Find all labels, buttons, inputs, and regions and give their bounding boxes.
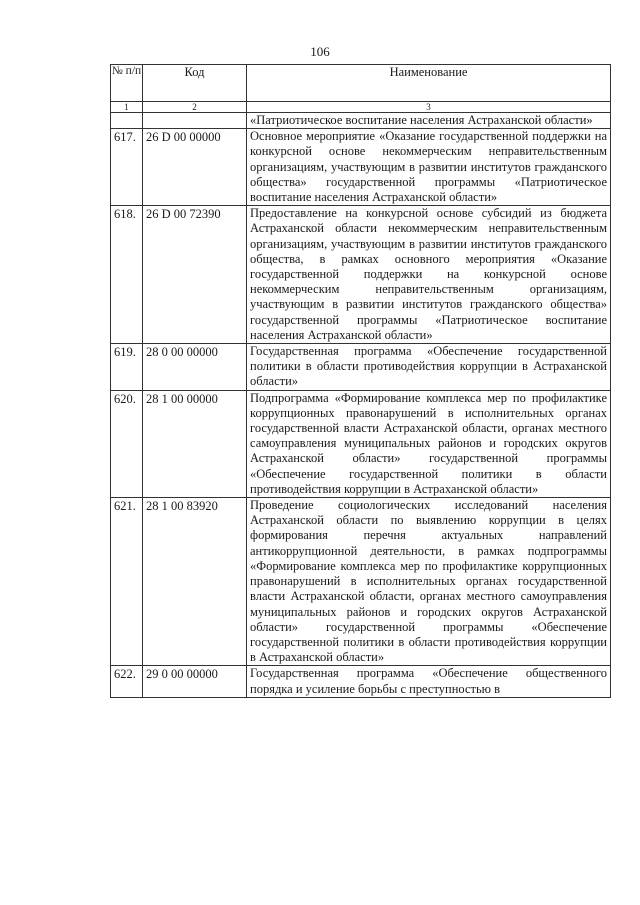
table-row bbox=[111, 390, 611, 497]
row-code: 26 D 00 72390 bbox=[143, 206, 247, 344]
row-name: Основное мероприятие «Оказание государственной поддержки на конкурсной основе некоммерческим неправительственным организациям, участвующим в развитии институтов гражданского общества» государственной программы «Патриотическое воспитание населения Астраханской области» bbox=[247, 129, 611, 206]
row-code: 29 0 00 00000 bbox=[143, 666, 247, 697]
index-cell: 3 bbox=[247, 102, 611, 113]
table-header-row bbox=[111, 65, 611, 102]
table-index-row bbox=[111, 102, 611, 113]
row-number: 621. bbox=[111, 498, 143, 666]
document-table bbox=[110, 64, 611, 698]
row-number: 620. bbox=[111, 390, 143, 497]
row-name: Проведение социологических исследований населения Астраханской области по выявлению коррупции в целях формирования перечня актуальных направлений антикоррупционной деятельности, в рамках подпрограммы «Формирование комплекса мер по профилактике коррупционных правонарушений в исполнительных органах государственной власти Астраханской области, органах местного самоуправления муниципальных районов и городских округов Астраханской области» государственной программы «Обеспечение государственной политики в области противодействия коррупции в Астраханской области» bbox=[247, 498, 611, 666]
row-number: 622. bbox=[111, 666, 143, 697]
table-row bbox=[111, 206, 611, 344]
header-num: № п/п bbox=[111, 65, 143, 102]
row-code: 28 1 00 00000 bbox=[143, 390, 247, 497]
row-number bbox=[111, 113, 143, 129]
table-row bbox=[111, 666, 611, 697]
index-cell: 2 bbox=[143, 102, 247, 113]
row-code bbox=[143, 113, 247, 129]
row-code: 28 0 00 00000 bbox=[143, 344, 247, 391]
row-name: Государственная программа «Обеспечение общественного порядка и усиление борьбы с преступностью в bbox=[247, 666, 611, 697]
table-row bbox=[111, 498, 611, 666]
page-number: 106 bbox=[310, 44, 330, 59]
index-cell: 1 bbox=[111, 102, 143, 113]
header-name: Наименование bbox=[247, 65, 611, 102]
row-name: Подпрограмма «Формирование комплекса мер по профилактике коррупционных правонарушений в исполнительных органах государственной власти Астраханской области, органах местного самоуправления муниципальных районов и городских округов Астраханской области» государственной программы «Обеспечение государственной политики в области противодействия коррупции в Астраханской области» bbox=[247, 390, 611, 497]
header-code: Код bbox=[143, 65, 247, 102]
row-name: Государственная программа «Обеспечение государственной политики в области противодействия коррупции в Астраханской области» bbox=[247, 344, 611, 391]
table-row bbox=[111, 129, 611, 206]
row-name: Предоставление на конкурсной основе субсидий из бюджета Астраханской области некоммерческим неправительственным организациям, участвующим в развитии институтов гражданского общества, в рамках основного мероприятия «Оказание государственной поддержки на конкурсной основе некоммерческим неправительственным организациям, участвующим в развитии институтов гражданского общества» государственной программы «Патриотическое воспитание населения Астраханской области» bbox=[247, 206, 611, 344]
row-number: 617. bbox=[111, 129, 143, 206]
table-row bbox=[111, 113, 611, 129]
row-code: 26 D 00 00000 bbox=[143, 129, 247, 206]
row-name: «Патриотическое воспитание населения Астраханской области» bbox=[247, 113, 611, 129]
row-number: 618. bbox=[111, 206, 143, 344]
table-row bbox=[111, 344, 611, 391]
row-code: 28 1 00 83920 bbox=[143, 498, 247, 666]
row-number: 619. bbox=[111, 344, 143, 391]
